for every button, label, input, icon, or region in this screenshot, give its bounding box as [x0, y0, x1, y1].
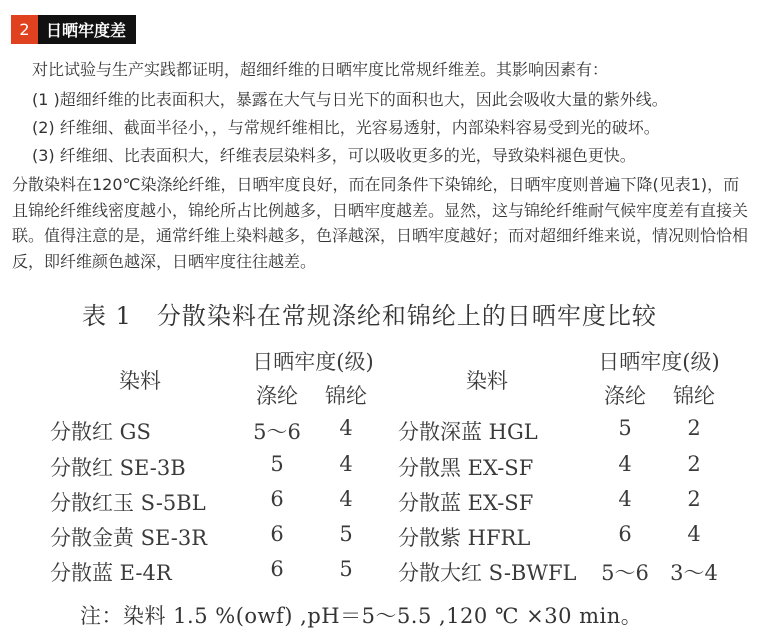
table-row-4-right-nylon: 4	[687, 522, 701, 546]
table-row-4-left-polyester: 6	[270, 522, 284, 546]
header-nylon-left: 锦纶	[325, 384, 367, 408]
table-title: 表 1 分散染料在常规涤纶和锦纶上的日晒牢度比较	[82, 302, 657, 330]
table-row-1-right-polyester: 5	[618, 416, 632, 440]
header-fastness-left: 日晒牢度(级)	[252, 350, 374, 374]
header-polyester-left: 涤纶	[256, 384, 298, 408]
table-row-2-right-polyester: 4	[618, 452, 632, 476]
factor-3-paragraph: (3) 纤维细、比表面积大，纤维表层染料多，可以吸收更多的光，导致染料褪色更快。	[32, 146, 636, 165]
table-row-5-left-dye: 分散蓝 E-4R	[50, 561, 172, 585]
intro-paragraph: 对比试验与生产实践都证明，超细纤维的日晒牢度比常规纤维差。其影响因素有：	[32, 60, 609, 79]
table-row-3-left-nylon: 4	[339, 487, 353, 511]
table-row-2-left-nylon: 4	[339, 452, 353, 476]
header-dye-right: 染料	[466, 369, 508, 393]
factor-1-paragraph: (1 )超细纤维的比表面积大，暴露在大气与日光下的面积也大，因此会吸收大量的紫外线。	[32, 90, 668, 109]
table-row-1-left-dye: 分散红 GS	[50, 420, 151, 444]
table-row-5-right-dye: 分散大红 S-BWFL	[398, 561, 577, 585]
table-row-2-left-polyester: 5	[270, 452, 284, 476]
section-title: 日晒牢度差	[38, 15, 136, 44]
header-polyester-right: 涤纶	[604, 384, 646, 408]
table-row-5-left-polyester: 6	[270, 557, 284, 581]
table-row-2-left-dye: 分散红 SE-3B	[50, 456, 186, 480]
table-row-5-right-polyester: 5～6	[601, 561, 649, 585]
body-paragraph: 分散染料在120℃染涤纶纤维，日晒牢度良好，而在同条件下染锦纶，日晒牢度则普遍下降(见表1)，而且锦纶纤维线密度越小，锦纶所占比例越多，日晒牢度越差。显然，这与锦纶纤维耐气候牢度差有直接关联。值得注意的是，通常纤维上染料越多，色泽越深，日晒牢度越好；而对超细纤维来说，情况则恰恰相反，即纤维颜色越深，日晒牢度往往越差。	[12, 175, 749, 271]
table-row-1-right-dye: 分散深蓝 HGL	[398, 420, 538, 444]
table-row-2-right-dye: 分散黑 EX-SF	[398, 456, 534, 480]
table-row-4-right-dye: 分散紫 HFRL	[398, 526, 531, 550]
table-row-4-left-nylon: 5	[339, 522, 353, 546]
table-row-3-right-nylon: 2	[687, 487, 701, 511]
table-row-3-left-dye: 分散红玉 S-5BL	[50, 491, 206, 515]
table-row-1-left-polyester: 5～6	[253, 420, 301, 444]
factor-2-paragraph: (2) 纤维细、截面半径小，，与常规纤维相比，光容易透射，内部染料容易受到光的破坏。	[32, 118, 660, 137]
table-row-3-right-polyester: 4	[618, 487, 632, 511]
table-row-1-right-nylon: 2	[687, 416, 701, 440]
table-row-5-right-nylon: 3～4	[670, 561, 718, 585]
table-row-4-right-polyester: 6	[618, 522, 632, 546]
table-note: 注：染料 1.5 %(owf) ,pH＝5～5.5 ,120 ℃ ×30 min。	[80, 604, 643, 628]
section-heading	[11, 15, 136, 44]
table-row-1-left-nylon: 4	[339, 416, 353, 440]
header-fastness-right: 日晒牢度(级)	[598, 350, 720, 374]
table-row-5-left-nylon: 5	[339, 557, 353, 581]
section-number: 2	[11, 15, 38, 44]
table-row-2-right-nylon: 2	[687, 452, 701, 476]
table-row-3-right-dye: 分散蓝 EX-SF	[398, 491, 534, 515]
table-row-4-left-dye: 分散金黄 SE-3R	[50, 526, 208, 550]
header-dye-left: 染料	[119, 369, 161, 393]
table-row-3-left-polyester: 6	[270, 487, 284, 511]
header-nylon-right: 锦纶	[673, 384, 715, 408]
